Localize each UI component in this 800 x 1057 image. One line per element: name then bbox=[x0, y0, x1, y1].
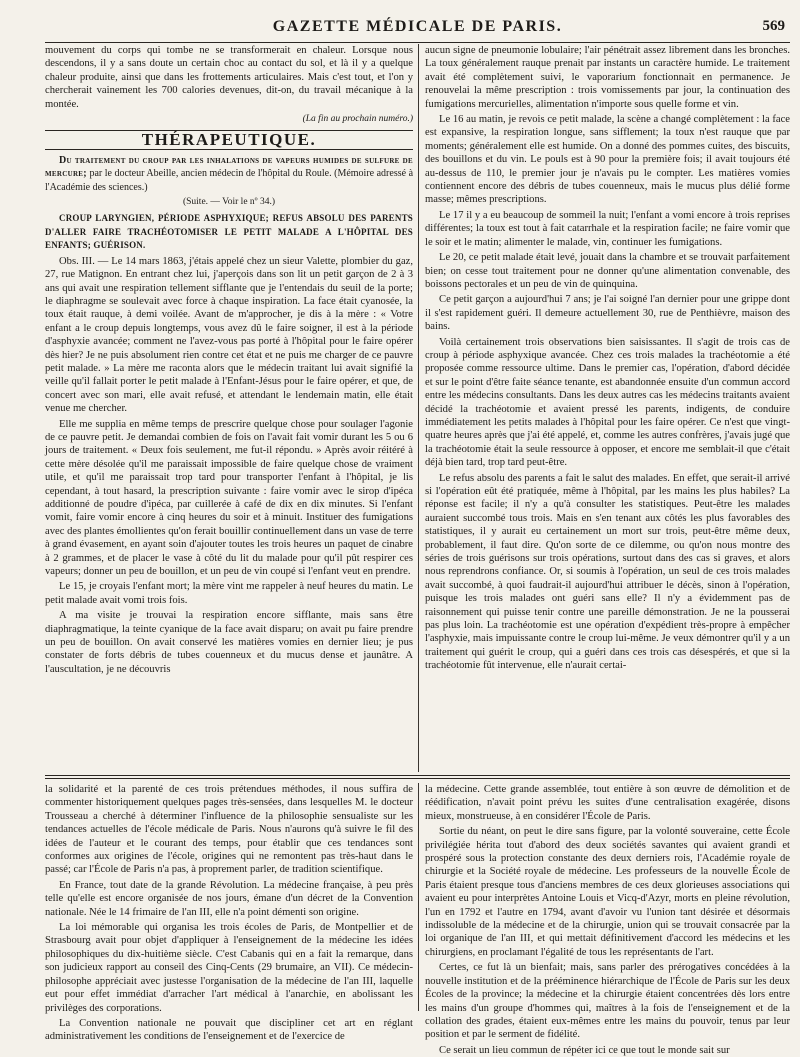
continued-note: (La fin au prochain numéro.) bbox=[302, 114, 413, 125]
paragraph: la médecine. Cette grande assemblée, tout entière à son œuvre de démolition et de réédification, n'avait point prévu les suites d'une centralisation exagérée, disons mieux, monstrueuse, à en considérer l'École de Paris. bbox=[425, 784, 790, 822]
section-title: THÉRAPEUTIQUE. bbox=[45, 130, 413, 149]
paragraph: La Convention nationale ne pouvait que discipliner cet art en réglant administrativement les conditions de l'enseignement et de l'exercice de bbox=[45, 1017, 413, 1043]
column-top-right bbox=[425, 44, 790, 772]
paragraph: Le 16 au matin, je revois ce petit malade, la scène a changé complètement : la face est expansive, la respiration longue, sans sifflement; la toux n'est rauque que par moments; généralement elle est humide. On a donné des pommes cuites, des biscuits, des bouillons et du vin. Le pouls est à 90 pour la première fois; il avait toujours été au-dessus de 110, le premier jour je n'avais pu le compter. Les matières vomies contiennent encore des débris de tubes couenneux, mais le mucus plus délié forme masse; mêmes prescriptions. bbox=[425, 114, 790, 206]
paragraph: La loi mémorable qui organisa les trois écoles de Paris, de Montpellier et de Strasbourg avait pour objet d'appliquer à l'enseignement de la médecine les idées philosophiques du dix-huitième siècle. C'est Cabanis qui en a fait la remarque, dans son judicieux rapport au conseil des Cinq-Cents (29 brumaire, an VII). Ce médecin-philosophe appréciait avec justesse l'organisation de la médecine de l'an III, laquelle eut pour effet immédiat d'arracher l'art médical à l'anarchie, en abolissant les privilèges des corporations. bbox=[45, 922, 413, 1014]
suite-note: (Suite. — Voir le nº 34.) bbox=[182, 197, 276, 208]
paragraph: Sortie du néant, on peut le dire sans figure, par la volonté souveraine, cette École privilégiée hérita tout d'abord des deux sociétés savantes qui avaient grandi et prospéré sous la protection constante des deux derniers rois, l'Académie royale de chirurgie et la Société royale de médecine. Les professeurs de la nouvelle École de Paris étaient presque tous d'anciens membres de ces deux glorieuses associations qui avaient eu pour interprètes Antoine Louis et Vicq-d'Azyr, morts en pleine révolution, l'un en 1792 et l'autre en 1794, avant d'avoir vu l'union tant désirée et désormais indissoluble de la médecine et de la chirurgie, union qui se trouvait consacrée par la loi organique de l'an III, et qui mettait définitivement d'accord les médecins et les chirurgiens, en proclamant l'égalité de tous les représentants de l'art. bbox=[425, 826, 790, 958]
paragraph: Le 15, je croyais l'enfant mort; la mère vint me rappeler à neuf heures du matin. Le petit malade avait vomi trois fois. bbox=[45, 581, 413, 606]
running-header bbox=[45, 8, 790, 43]
column-divider bbox=[418, 783, 419, 1011]
paragraph: la solidarité et la parenté de ces trois prétendues méthodes, il nous suffira de commenter historiquement quelques pages très-sensées, dans lesquelles M. le docteur Trousseau a cherché à déterminer l'influence de la philosophie sensualiste sur les tendances actuelles de l'école médicale de Paris. Nous n'aurons qu'à suivre le fil des idées de l'auteur et le courant des temps, pour établir que ces tendances sont conformes aux origines de l'école, origines qui ne remontent pas très-haut dans le passé; car l'École de Paris n'a pas, à proprement parler, de tradition scientifique. bbox=[45, 784, 413, 876]
paragraph: Le 20, ce petit malade était levé, jouait dans la chambre et se trouvait parfaitement bien; on cesse tout traitement pour ne donner qu'une alimentation convenable, des boissons pectorales et un peu de vin de quinquina. bbox=[425, 252, 790, 290]
article-title bbox=[45, 154, 413, 194]
paragraph: A ma visite je trouvai la respiration encore sifflante, mais sans être diaphragmatique, la teinte cyanique de la face avait disparu; on avait pu faire prendre un peu de bouillon. On avait conservé les matières vomies en dernier lieu; je pus constater de forts débris de tubes couenneux et du mucus dense et jaunâtre. A l'auscultation, je ne découvris bbox=[45, 610, 413, 675]
article-title-rest: par le docteur Abeille, ancien médecin de l'hôpital du Roule. (Mémoire adressé à l'Académie des sciences.) bbox=[45, 168, 414, 193]
paragraph: Elle me supplia en même temps de prescrire quelque chose pour soulager l'agonie de ce pauvre petit. Je demandai combien de fois on l'avait fait vomir durant les 5 ou 6 jours de traitement. « Deux fois seulement, me fut-il répondu. » Après avoir réitéré à cette mère désolée qu'il me paraissait impossible de faire quelque chose de vraiment utile, et qu'il me paraissait trop tard pour transporter l'enfant à l'hôpital, je lis cependant, à tout hasard, la prescription suivante : faire vomir avec le sirop d'ipéca additionné de poudre d'ipéca, par cuillerée à café de dix en dix minutes. Si l'enfant vomit, faire vomir encore à cinq heures du soir et à minuit. Instituer des fumigations avec des plantes émollientes qu'on ferait bouillir continuellement dans un vase de terre à grand évasement, en ayant soin d'ajouter toutes les trois heures un paquet de cinabre à 2 grammes, et de placer le vase à côté du lit du malade pour qu'il pût respirer ces vapeurs; donner un peu de bouillon, et un peu de vin coupé si l'enfant veut en prendre. bbox=[45, 418, 413, 578]
page-number: 569 bbox=[762, 18, 785, 34]
paragraph: En France, tout date de la grande Révolution. La médecine française, à peu près telle qu'elle est encore organisée de nos jours, émane d'un décret de la Convention nationale. Née le 14 frimaire de l'an III, elle n'a point démenti son origine. bbox=[45, 879, 413, 918]
column-divider bbox=[418, 44, 419, 772]
case-heading: CROUP LARYNGIEN, PÉRIODE ASPHYXIQUE; REFUS ABSOLU DES PARENTS D'ALLER FAIRE TRACHÉOTOMISER LE PETIT MALADE A L'HÔPITAL DES ENFANTS; GUÉRISON. bbox=[45, 213, 413, 251]
column-top-left bbox=[45, 44, 413, 772]
paragraph: Le 17 il y a eu beaucoup de sommeil la nuit; l'enfant a vomi encore à trois reprises différentes; la toux est tout à fait catarrhale et la respiration facile; ne faire vomir que le soir et le matin; alimenter le malade, vin, continuer les fumigations. bbox=[425, 209, 790, 248]
paragraph: Le refus absolu des parents a fait le salut des malades. En effet, que serait-il arrivé si l'opération eût été pratiquée, même à l'hôpital, par les mains les plus habiles? La réponse est facile; il n'y a qu'à consulter les statistiques. Peut-être les malades auraient succombé tous trois. Mais en s'en tenant aux côtés les plus favorables des statistiques, il y aurait eu certainement un mort sur trois, peut-être même deux, probablement, il faut dire. Qu'on sorte de ce dilemme, ou qu'on nous montre des séries de trois guérisons sur trois opérations, surtout dans des cas si graves, et alors nous reprendrons confiance. Or, si soumis à l'opération, un seul de ces trois malades avait succombé, à quoi faudrait-il aujourd'hui attribuer le décès, sinon à l'opération, puisque les trois malades ont guéri sans elle? Il n'y a évidemment pas de raisonnement qui puisse tenir contre une pareille démonstration. Je ne la pousserai pas plus loin. La trachéotomie est une opération d'expédient très-propre à empêcher l'asphyxie, mais impuissante contre le croup lui-même. Je veux démontrer qu'il y a un traitement qui guérit le croup, qui a guéri dans ces trois cas désespérés, et que si la trachéotomie fût intervenue, elle n'aurait certai- bbox=[425, 472, 790, 672]
paragraph: Obs. III. — Le 14 mars 1863, j'étais appelé chez un sieur Valette, plombier du gaz, 27, rue Matignon. En entrant chez lui, j'aperçois dans son lit un petit garçon de 2 à 3 ans qui avait une respiration tellement sifflante que je l'entendais du seuil de la porte; le diaphragme se soulevait avec force à chaque inspiration. La face était cyanosée, la toux était rauque, à demi voilée. Avant de m'approcher, je dis à la mère : « Votre enfant a le croup depuis longtemps, vous avez dû le faire soigner, il est à la période d'asphyxie avancée; comment ne l'avez-vous pas porté à l'hôpital pour le faire opérer dès hier? Je ne puis absolument rien contre cet état et ne puis me charger de ce pauvre petit malade. » La mère me raconta alors que le médecin traitant lui avait signifié la veille qu'il fallait porter le petit malade à l'Enfant-Jésus pour le faire opérer, et que, de concert avec son mari, elle avait refusé, et attendant le lendemain matin, elle était venue me chercher. bbox=[45, 255, 413, 415]
paragraph: mouvement du corps qui tombe ne se transformerait en chaleur. Lorsque nous descendons, il y a sans doute un certain choc au contact du sol, et là il y a quelque chaleur produite, ainsi que dans les frottements articulaires. Mais c'est tout, et l'on y chercherait vainement les 700 calories devenues, dit-on, du travail mécanique à la montée. bbox=[45, 45, 413, 110]
journal-title: GAZETTE MÉDICALE DE PARIS. bbox=[272, 18, 563, 35]
paragraph: Ce petit garçon a aujourd'hui 7 ans; je l'ai soigné l'an dernier pour une grippe dont il s'est rapidement guéri. Il demeure actuellement 30, rue de Penthièvre, maison des bains. bbox=[425, 294, 790, 333]
column-bottom-left bbox=[45, 783, 413, 1043]
paragraph: Certes, ce fut là un bienfait; mais, sans parler des prérogatives concédées à la nouvelle institution et de la prééminence hiérarchique de l'École de Paris sur les deux Écoles de la province; la médecine et la chirurgie étaient concentrées dès lors entre les mains d'un groupe d'hommes qui, maîtres à la fois de l'enseignement et de la collation des grades, étaient eux-mêmes entre les mains du pouvoir, tenus par leur position et par le serment de fidélité. bbox=[425, 962, 790, 1041]
paragraph: aucun signe de pneumonie lobulaire; l'air pénétrait assez librement dans les bronches. La toux généralement rauque prenait par instants un caractère humide. Le traitement avait été complètement suivi, le vaporarium fonctionnait en permanence. Je renouvelai la même prescription : trois vomissements par jour, la continuation des fumigations mercurielles, alimentation n'importe sous quelle forme et vin. bbox=[425, 45, 790, 110]
paragraph: Ce serait un lieu commun de répéter ici ce que tout le monde sait sur bbox=[439, 1044, 730, 1056]
horizontal-rule bbox=[45, 775, 790, 776]
paragraph: Voilà certainement trois observations bien saisissantes. Il s'agit de trois cas de croup à période asphyxique avancée. Chez ces trois malades la trachéotomie a été proposée comme ressource ultime. Dans le premier cas, l'opération, d'abord décidée et sur le point d'être faite séance tenante, est abandonnée ensuite d'un commun accord entre les médecins consultants. Dans les deux autres cas les médecins traitants avaient décidé la trachéotomie et avaient pressé les parents, indigents, de conduire immédiatement les petits malades à l'hôpital pour les faire opérer. Ce n'est que vingt-quatre heures après que j'ai été appelé, et, comme les autres confrères, j'avais jugé que la trachéotomie était la seule ressource à opposer, et encore me semblait-il que c'était déjà bien tard, trop tard peut-être. bbox=[425, 336, 790, 469]
article-title-caps: Du traitement du croup par les inhalations de vapeurs humides de sulfure de mercure; bbox=[45, 154, 413, 180]
column-bottom-right bbox=[425, 783, 790, 1056]
horizontal-rule bbox=[45, 778, 790, 779]
